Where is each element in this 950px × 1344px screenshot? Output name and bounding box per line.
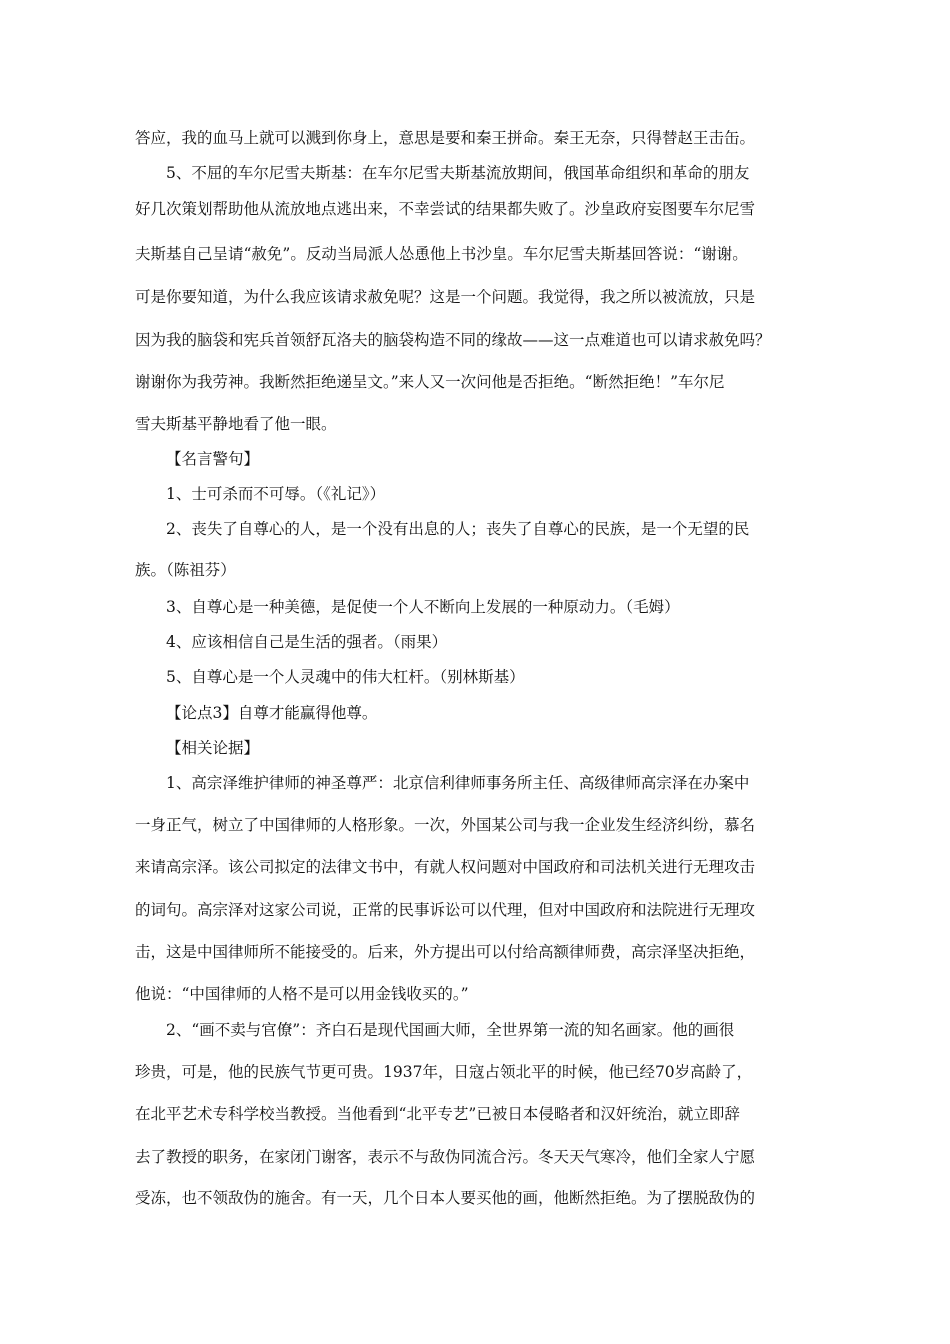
- text-line: 夫斯基自己呈请“赦免”。反动当局派人怂恿他上书沙皇。车尔尼雪夫斯基回答说：“谢谢。: [135, 245, 748, 263]
- text-line: 一身正气，树立了中国律师的人格形象。一次，外国某公司与我一企业发生经济纠纷，慕名: [135, 816, 756, 834]
- text-line: 2、丧失了自尊心的人，是一个没有出息的人；丧失了自尊心的民族，是一个无望的民: [166, 520, 750, 538]
- text-line: 的词句。高宗泽对这家公司说，正常的民事诉讼可以代理，但对中国政府和法院进行无理攻: [135, 901, 756, 919]
- text-line: 好几次策划帮助他从流放地点逃出来，不幸尝试的结果都失败了。沙皇政府妄图要车尔尼雪: [135, 200, 756, 218]
- text-line: 答应，我的血马上就可以溅到你身上，意思是要和秦王拼命。秦王无奈，只得替赵王击缶。: [135, 129, 756, 147]
- text-line: 在北平艺术专科学校当教授。当他看到“北平专艺”已被日本侵略者和汉奸统治，就立即辞: [135, 1105, 740, 1123]
- text-line: 5、自尊心是一个人灵魂中的伟大杠杆。（别林斯基）: [166, 668, 525, 686]
- text-line: 他说：“中国律师的人格不是可以用金钱收买的。”: [135, 985, 469, 1003]
- text-line: 1、高宗泽维护律师的神圣尊严：北京信利律师事务所主任、高级律师高宗泽在办案中: [166, 774, 750, 792]
- text-line: 击，这是中国律师所不能接受的。后来，外方提出可以付给高额律师费，高宗泽坚决拒绝，: [135, 943, 756, 961]
- text-line: 来请高宗泽。该公司拟定的法律文书中，有就人权问题对中国政府和司法机关进行无理攻击: [135, 858, 756, 876]
- text-line: 受冻，也不领敌伪的施舍。有一天，几个日本人要买他的画，他断然拒绝。为了摆脱敌伪的: [135, 1189, 756, 1207]
- text-line: 1、士可杀而不可辱。（《礼记》）: [166, 485, 386, 503]
- text-line: 珍贵，可是，他的民族气节更可贵。1937年，日寇占领北平的时候，他已经70岁高龄了，: [135, 1063, 753, 1081]
- text-line: 3、自尊心是一种美德，是促使一个人不断向上发展的一种原动力。（毛姆）: [166, 598, 680, 616]
- text-line: 谢谢你为我劳神。我断然拒绝递呈文。”来人又一次问他是否拒绝。“断然拒绝！”车尔尼: [135, 373, 725, 391]
- text-line: 4、应该相信自己是生活的强者。（雨果）: [166, 633, 448, 651]
- text-line: 5、不屈的车尔尼雪夫斯基：在车尔尼雪夫斯基流放期间，俄国革命组织和革命的朋友: [166, 164, 750, 182]
- section-heading: 【名言警句】: [166, 450, 260, 468]
- text-line: 2、“画不卖与官僚”：齐白石是现代国画大师，全世界第一流的知名画家。他的画很: [166, 1021, 735, 1039]
- section-heading: 【论点3】自尊才能赢得他尊。: [166, 704, 378, 722]
- text-line: 因为我的脑袋和宪兵首领舒瓦洛夫的脑袋构造不同的缘故——这一点难道也可以请求赦免吗？: [135, 331, 771, 349]
- text-line: 雪夫斯基平静地看了他一眼。: [135, 415, 337, 433]
- section-heading: 【相关论据】: [166, 739, 260, 757]
- text-line: 族。（陈祖芬）: [135, 561, 236, 579]
- text-line: 可是你要知道，为什么我应该请求赦免呢？这是一个问题。我觉得，我之所以被流放，只是: [135, 288, 756, 306]
- text-line: 去了教授的职务，在家闭门谢客，表示不与敌伪同流合污。冬天天气寒冷，他们全家人宁愿: [135, 1148, 756, 1166]
